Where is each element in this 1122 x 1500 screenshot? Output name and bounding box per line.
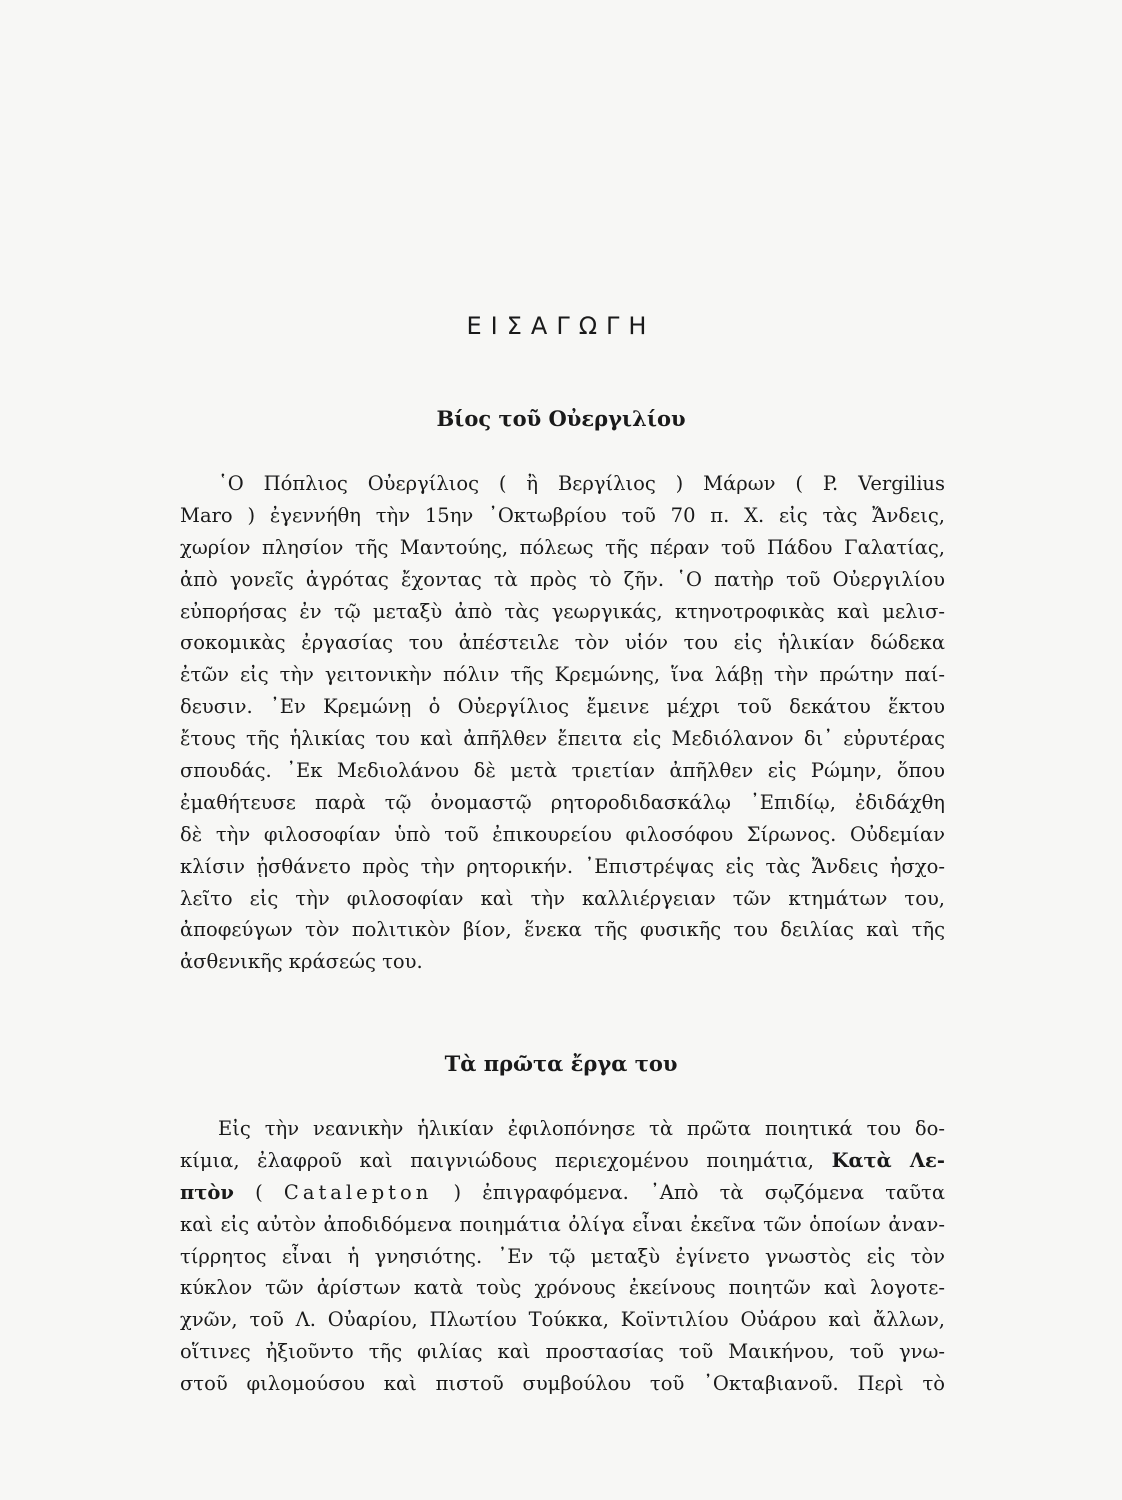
text-line: ἀποφεύγων τὸν πολιτικὸν βίον, ἕνεκα τῆς φυσικῆς του δειλίας καὶ τῆς bbox=[180, 918, 945, 942]
text-line: ἀπὸ γονεῖς ἀγρότας ἔχοντας τὰ πρὸς τὸ ζῆν. ῾Ο πατὴρ τοῦ Οὐεργιλίου bbox=[180, 567, 945, 591]
text-line: Maro ) ἐγεννήθη τὴν 15ην ᾿Οκτωβρίου τοῦ 70 π. Χ. εἰς τὰς Ἄνδεις, bbox=[180, 503, 945, 527]
text-line: χωρίον πλησίον τῆς Μαντούης, πόλεως τῆς πέραν τοῦ Πάδου Γαλατίας, bbox=[180, 535, 945, 559]
text-line: δὲ τὴν φιλοσοφίαν ὑπὸ τοῦ ἐπικουρείου φιλοσόφου Σίρωνος. Οὐδεμίαν bbox=[180, 822, 945, 846]
text-line: σπουδάς. ᾿Εκ Μεδιολάνου δὲ μετὰ τριετίαν ἀπῆλθεν εἰς Ρώμην, ὅπου bbox=[180, 759, 945, 783]
text-line: κύκλον τῶν ἀρίστων κατὰ τοὺς χρόνους ἐκείνους ποιητῶν καὶ λογοτε- bbox=[180, 1276, 945, 1300]
bold-title-fragment: Κατὰ Λε- bbox=[831, 1148, 945, 1172]
text-line: κλίσιν ᾐσθάνετο πρὸς τὴν ρητορικήν. ᾿Επιστρέψας εἰς τὰς Ἄνδεις ἠσχο- bbox=[180, 854, 945, 878]
text-line: ἐτῶν εἰς τὴν γειτονικὴν πόλιν τῆς Κρεμώνης, ἵνα λάβῃ τὴν πρώτην παί- bbox=[180, 663, 945, 687]
bold-title-fragment: πτὸν bbox=[180, 1180, 234, 1204]
page-title: ΕΙΣΑΓΩΓΗ bbox=[466, 312, 656, 340]
text-line: δευσιν. ᾿Εν Κρεμώνῃ ὁ Οὐεργίλιος ἔμεινε μέχρι τοῦ δεκάτου ἕκτου bbox=[180, 695, 945, 719]
text-fragment: ἐπιγραφόμενα. ᾿Απὸ τὰ σῳζόμενα ταῦτα bbox=[482, 1180, 945, 1204]
paragraph-early-works bbox=[180, 1113, 945, 1400]
text-line: εὐπορήσας ἐν τῷ μεταξὺ ἀπὸ τὰς γεωργικάς, κτηνοτροφικὰς καὶ μελισ- bbox=[180, 599, 945, 623]
text-line: οἵτινες ἠξιοῦντο τῆς φιλίας καὶ προστασίας τοῦ Μαικήνου, τοῦ γνω- bbox=[180, 1340, 945, 1364]
text-fragment: κίμια, ἐλαφροῦ καὶ παιγνιώδους περιεχομένου ποιημάτια, bbox=[180, 1148, 814, 1172]
text-line: στοῦ φιλομούσου καὶ πιστοῦ συμβούλου τοῦ ᾿Οκταβιανοῦ. Περὶ τὸ bbox=[180, 1372, 945, 1396]
text-line bbox=[180, 1145, 945, 1177]
text-line: πτὸν ( Catalepton ) ἐπιγραφόμενα. ᾿Απὸ τὰ σῳζόμενα ταῦτα bbox=[180, 1180, 945, 1204]
text-line: καὶ εἰς αὐτὸν ἀποδιδόμενα ποιημάτια ὀλίγα εἶναι ἐκεῖνα τῶν ὁποίων ἀναν- bbox=[180, 1212, 945, 1236]
text-line: λεῖτο εἰς τὴν φιλοσοφίαν καὶ τὴν καλλιέργειαν τῶν κτημάτων του, bbox=[180, 886, 945, 910]
latin-title: Catalepton bbox=[283, 1180, 433, 1204]
text-line: Εἰς τὴν νεανικὴν ἡλικίαν ἐφιλοπόνησε τὰ πρῶτα ποιητικά του δο- bbox=[218, 1117, 945, 1140]
section-heading-early-works: Τὰ πρῶτα ἔργα του bbox=[444, 1051, 678, 1076]
section-heading-life: Βίος τοῦ Οὐεργιλίου bbox=[436, 406, 686, 431]
text-line: ἀσθενικῆς κράσεώς του. bbox=[180, 950, 423, 974]
text-line: ῾Ο Πόπλιος Οὐεργίλιος ( ἢ Βεργίλιος ) Μάρων ( P. Vergilius bbox=[218, 472, 945, 495]
text-line: σοκομικὰς ἐργασίας του ἀπέστειλε τὸν υἱόν του εἰς ἡλικίαν δώδεκα bbox=[180, 631, 945, 655]
text-line: τίρρητος εἶναι ἡ γνησιότης. ᾿Εν τῷ μεταξὺ ἐγίνετο γνωστὸς εἰς τὸν bbox=[180, 1244, 945, 1268]
text-line: ἔτους τῆς ἡλικίας του καὶ ἀπῆλθεν ἔπειτα εἰς Μεδιόλανον δι᾿ εὐρυτέρας bbox=[180, 727, 945, 751]
text-line: ἐμαθήτευσε παρὰ τῷ ὀνομαστῷ ρητοροδιδασκάλῳ ᾿Επιδίῳ, ἐδιδάχθη bbox=[180, 790, 945, 814]
paragraph-life bbox=[180, 468, 945, 978]
text-line: χνῶν, τοῦ Λ. Οὐαρίου, Πλωτίου Τούκκα, Κοϊντιλίου Οὐάρου καὶ ἄλλων, bbox=[180, 1308, 945, 1332]
